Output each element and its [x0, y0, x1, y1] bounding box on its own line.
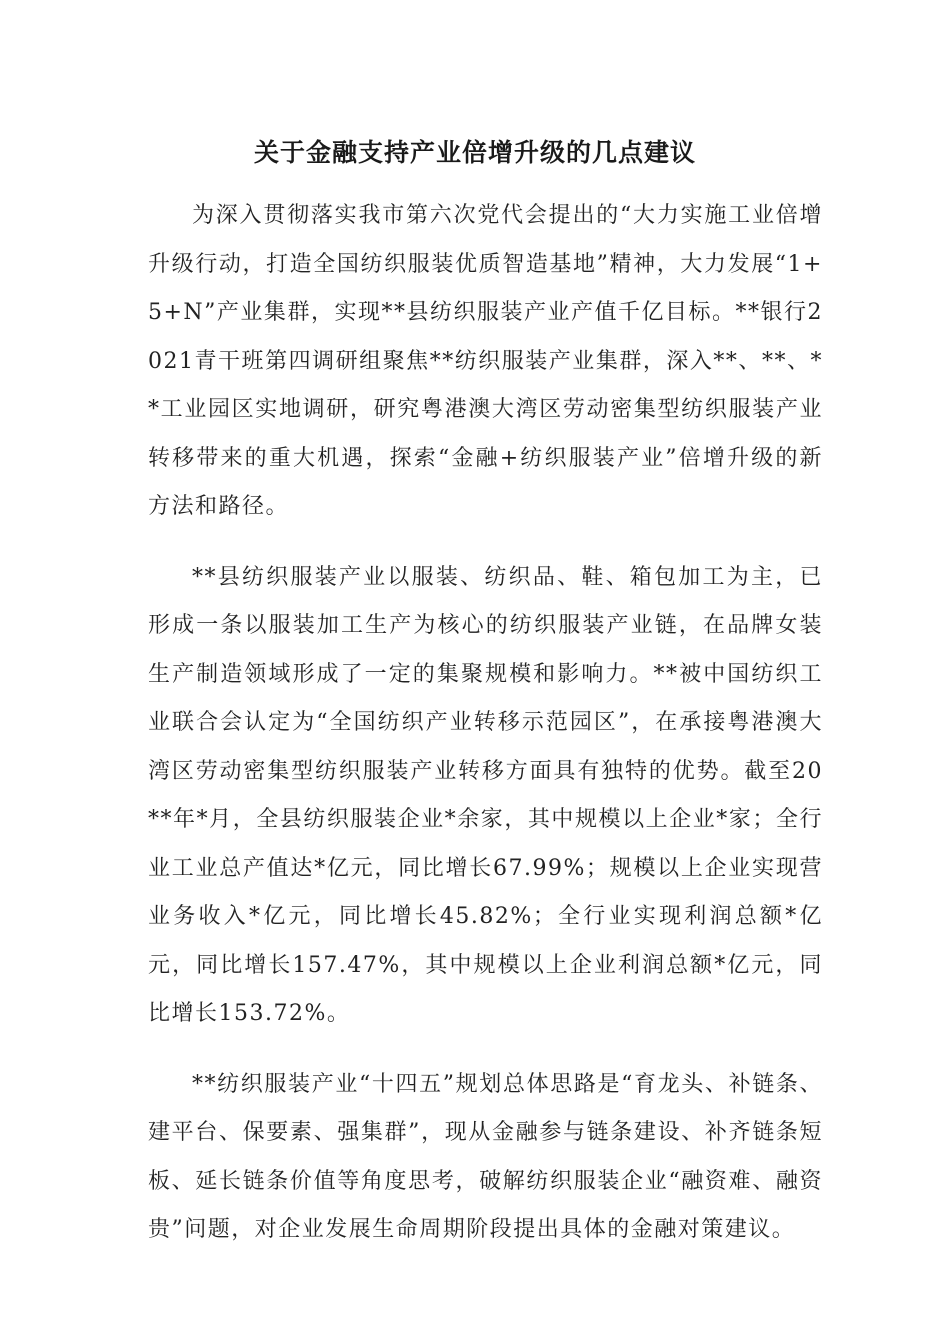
- paragraph-industry-overview: **县纺织服装产业以服装、纺织品、鞋、箱包加工为主，已形成一条以服装加工生产为核心的纺织服装产业链，在品牌女装生产制造领域形成了一定的集聚规模和影响力。**被中国纺织工业联合会认定为“全国纺织产业转移示范园区”，在承接粤港澳大湾区劳动密集型纺织服装产业转移方面具有独特的优势。截至20**年*月，全县纺织服装企业*余家，其中规模以上企业*家；全行业工业总产值达*亿元，同比增长67.99%；规模以上企业实现营业务收入*亿元，同比增长45.82%；全行业实现利润总额*亿元，同比增长157.47%，其中规模以上企业利润总额*亿元，同比增长153.72%。: [148, 564, 823, 1026]
- document-title: 关于金融支持产业倍增升级的几点建议: [253, 138, 696, 167]
- paragraph-intro: 为深入贯彻落实我市第六次党代会提出的“大力实施工业倍增升级行动，打造全国纺织服装优质智造基地”精神，大力发展“1+5+N”产业集群，实现**县纺织服装产业产值千亿目标。**银行2021青干班第四调研组聚焦**纺织服装产业集群，深入**、**、**工业园区实地调研，研究粤港澳大湾区劳动密集型纺织服装产业转移带来的重大机遇，探索“金融+纺织服装产业”倍增升级的新方法和路径。: [148, 203, 823, 519]
- paragraph-planning-approach: **纺织服装产业“十四五”规划总体思路是“育龙头、补链条、建平台、保要素、强集群”，现从金融参与链条建设、补齐链条短板、延长链条价值等角度思考，破解纺织服装企业“融资难、融资贵”问题，对企业发展生命周期阶段提出具体的金融对策建议。: [148, 1071, 823, 1242]
- document-body: [148, 192, 823, 1277]
